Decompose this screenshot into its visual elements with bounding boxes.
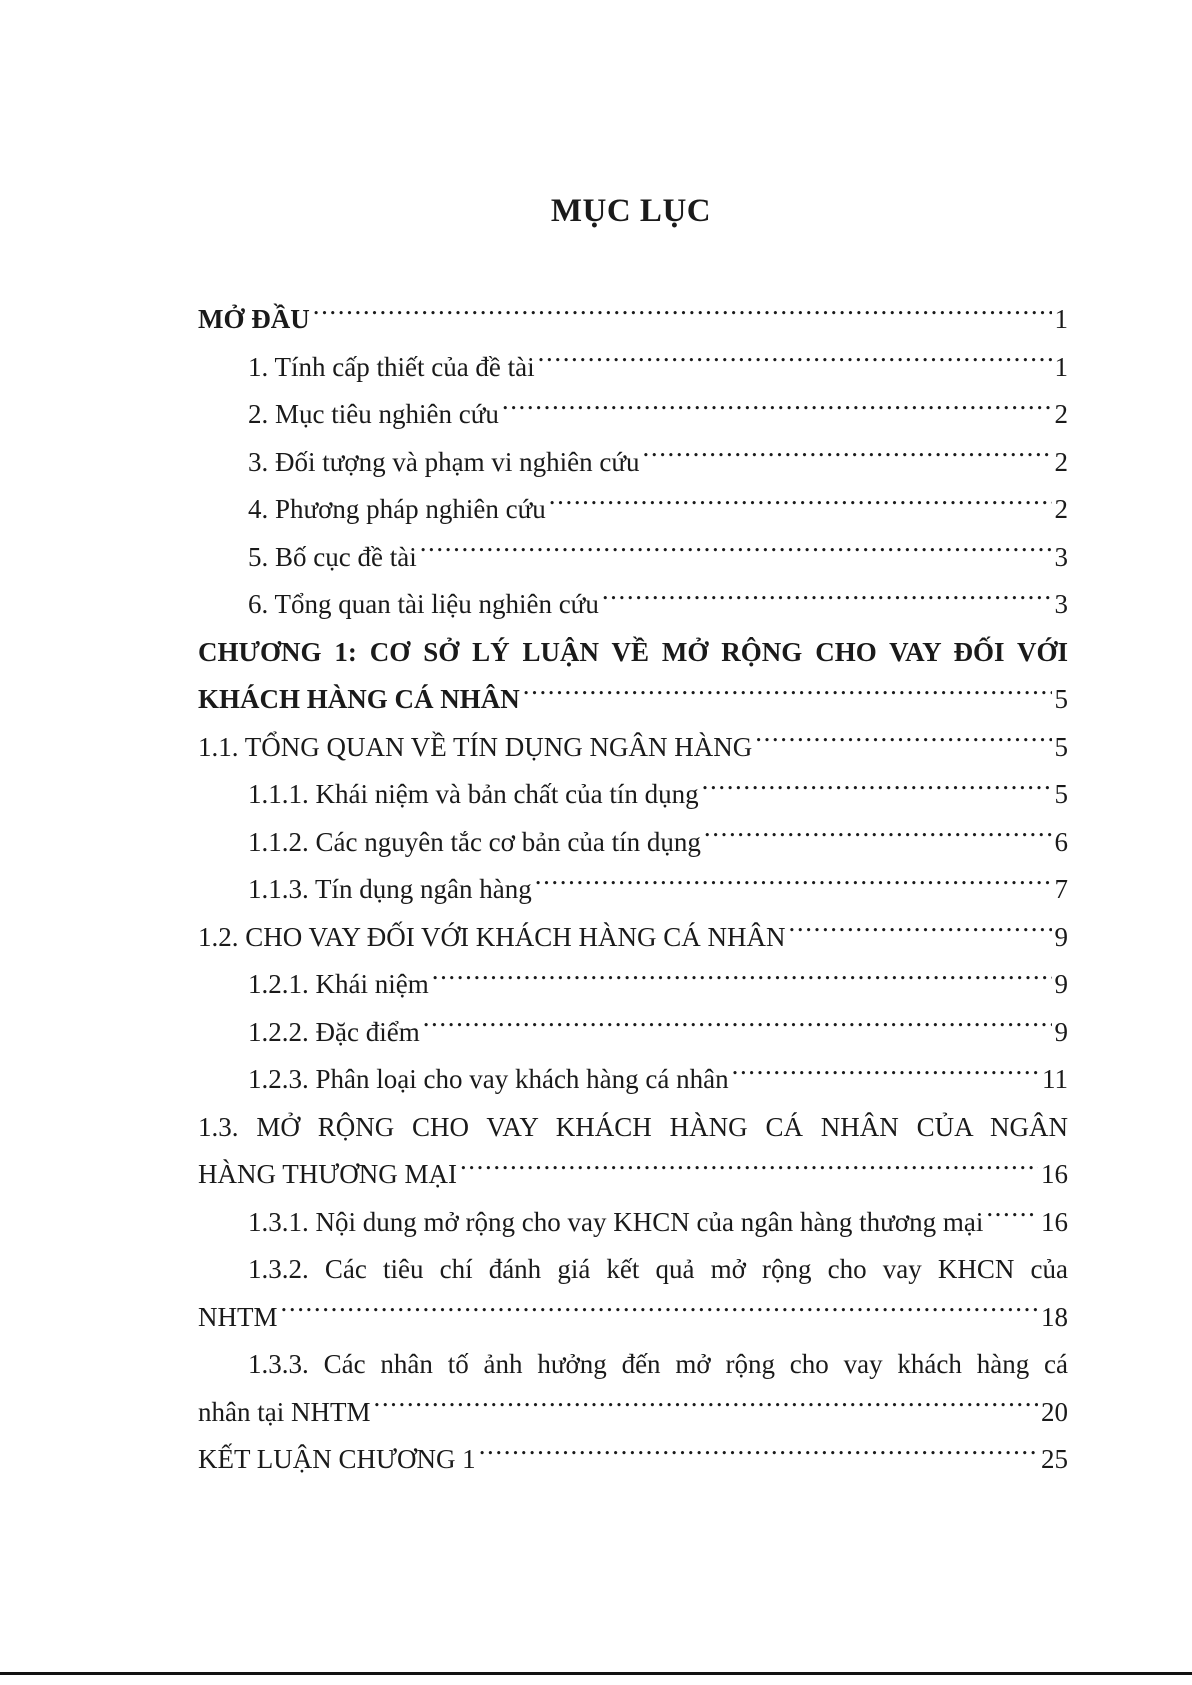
dot-leader	[281, 1299, 1039, 1326]
dot-leader	[602, 586, 1052, 613]
dot-leader	[643, 444, 1052, 471]
toc-page-number: 2	[1054, 399, 1068, 429]
dot-leader	[732, 1061, 1039, 1088]
toc-entry-title-line2: HÀNG THƯƠNG MẠI	[198, 1159, 457, 1189]
dot-leader	[432, 966, 1052, 993]
toc-entry-conclusion[interactable]	[198, 1436, 1068, 1484]
toc-entry-title: 1.2. CHO VAY ĐỐI VỚI KHÁCH HÀNG CÁ NHÂN	[198, 921, 786, 952]
toc-page-number: 20	[1041, 1396, 1068, 1427]
toc-entry[interactable]	[198, 1341, 1068, 1436]
toc-page-number: 6	[1054, 826, 1068, 857]
toc-entry[interactable]	[198, 961, 1068, 1009]
toc-page-number: 5	[1054, 684, 1068, 714]
dot-leader	[986, 1204, 1038, 1231]
toc-entry[interactable]	[198, 866, 1068, 914]
toc-page-number: 3	[1054, 541, 1068, 572]
dot-leader	[373, 1394, 1038, 1421]
dot-leader	[313, 301, 1052, 328]
toc-page-number: 9	[1054, 969, 1068, 999]
toc-page-number: 9	[1054, 921, 1068, 952]
toc-entry[interactable]	[198, 581, 1068, 629]
dot-leader	[549, 491, 1052, 518]
toc-entry-title: 1.1.3. Tín dụng ngân hàng	[248, 874, 532, 904]
toc-entry[interactable]	[198, 819, 1068, 867]
toc-entry[interactable]	[198, 1246, 1068, 1341]
bottom-border	[0, 1672, 1192, 1675]
dot-leader	[460, 1156, 1038, 1183]
toc-entry-title: 3. Đối tượng và phạm vi nghiên cứu	[248, 446, 640, 477]
toc-entry[interactable]	[198, 1009, 1068, 1057]
toc-entry-chapter-1[interactable]	[198, 629, 1068, 724]
toc-entry[interactable]	[198, 1056, 1068, 1104]
dot-leader	[423, 1014, 1052, 1041]
toc-entry-title: 1. Tính cấp thiết của đề tài	[248, 351, 535, 382]
toc-entry-title: 1.3.1. Nội dung mở rộng cho vay KHCN của ngân hàng thương mại	[248, 1206, 984, 1237]
toc-entry-title: 1.1. TỔNG QUAN VỀ TÍN DỤNG NGÂN HÀNG	[198, 731, 753, 762]
toc-entry-title-line1: 1.3. MỞ RỘNG CHO VAY KHÁCH HÀNG CÁ NHÂN CỦA NGÂN	[198, 1111, 1068, 1142]
toc-page-number: 25	[1041, 1444, 1068, 1474]
dot-leader	[755, 729, 1051, 756]
toc-page-number: 2	[1054, 494, 1068, 524]
toc-page-number: 5	[1054, 731, 1068, 762]
toc-entry-title: 1.1.2. Các nguyên tắc cơ bản của tín dụng	[248, 826, 701, 857]
toc-entry-title: 4. Phương pháp nghiên cứu	[248, 494, 546, 524]
dot-leader	[479, 1441, 1038, 1468]
toc-entry-title: 5. Bố cục đề tài	[248, 541, 417, 572]
toc-entry[interactable]	[198, 534, 1068, 582]
toc-entry-title-line1: 1.3.2. Các tiêu chí đánh giá kết quả mở rộng cho vay KHCN của	[248, 1254, 1068, 1284]
toc-entry[interactable]	[198, 344, 1068, 392]
dot-leader	[538, 349, 1052, 376]
dot-leader	[502, 396, 1052, 423]
toc-entry-title: 1.2.2. Đặc điểm	[248, 1016, 420, 1047]
dot-leader	[702, 776, 1052, 803]
toc-entry-section[interactable]	[198, 1104, 1068, 1199]
dot-leader	[420, 539, 1052, 566]
toc-entry-title: KẾT LUẬN CHƯƠNG 1	[198, 1444, 476, 1474]
dot-leader	[704, 824, 1052, 851]
toc-page-number: 18	[1041, 1301, 1068, 1332]
toc-page-number: 16	[1041, 1206, 1068, 1237]
toc-page-number: 16	[1041, 1159, 1068, 1189]
toc-entry-title: 2. Mục tiêu nghiên cứu	[248, 399, 499, 429]
toc-entry[interactable]	[198, 1199, 1068, 1247]
toc-entry[interactable]	[198, 771, 1068, 819]
toc-entry[interactable]	[198, 439, 1068, 487]
toc-entry-title: 1.1.1. Khái niệm và bản chất của tín dụng	[248, 779, 699, 809]
toc-entry-title: 6. Tổng quan tài liệu nghiên cứu	[248, 589, 599, 619]
toc-page-number: 1	[1054, 304, 1068, 334]
toc-entry-section[interactable]	[198, 724, 1068, 772]
toc-entry[interactable]	[198, 391, 1068, 439]
toc-entry-title-line2: KHÁCH HÀNG CÁ NHÂN	[198, 684, 520, 714]
page-title: MỤC LỤC	[550, 193, 712, 229]
toc-entry-title-line2: NHTM	[198, 1301, 278, 1332]
dot-leader	[535, 871, 1052, 898]
toc-entry-section[interactable]	[198, 914, 1068, 962]
toc-page-number: 3	[1054, 589, 1068, 619]
toc-page-number: 11	[1042, 1064, 1068, 1094]
toc-entry-title: 1.2.3. Phân loại cho vay khách hàng cá nhân	[248, 1064, 729, 1094]
dot-leader	[523, 681, 1052, 708]
toc-page-number: 7	[1054, 874, 1068, 904]
toc-page-number: 2	[1054, 446, 1068, 477]
toc-entry-title: MỞ ĐẦU	[198, 304, 310, 334]
dot-leader	[789, 919, 1052, 946]
toc-entry-title-line1: CHƯƠNG 1: CƠ SỞ LÝ LUẬN VỀ MỞ RỘNG CHO VAY ĐỐI VỚI	[198, 636, 1068, 667]
toc-entry-title-line1: 1.3.3. Các nhân tố ảnh hưởng đến mở rộng cho vay khách hàng cá	[248, 1349, 1068, 1379]
toc-page-number: 5	[1054, 779, 1068, 809]
toc-entry-title-line2: nhân tại NHTM	[198, 1396, 371, 1427]
toc-entry[interactable]	[198, 486, 1068, 534]
toc-page-number: 1	[1054, 351, 1068, 382]
toc-page-number: 9	[1054, 1016, 1068, 1047]
toc-entry-intro[interactable]	[198, 296, 1068, 344]
table-of-contents	[198, 296, 1068, 1484]
toc-entry-title: 1.2.1. Khái niệm	[248, 969, 429, 999]
